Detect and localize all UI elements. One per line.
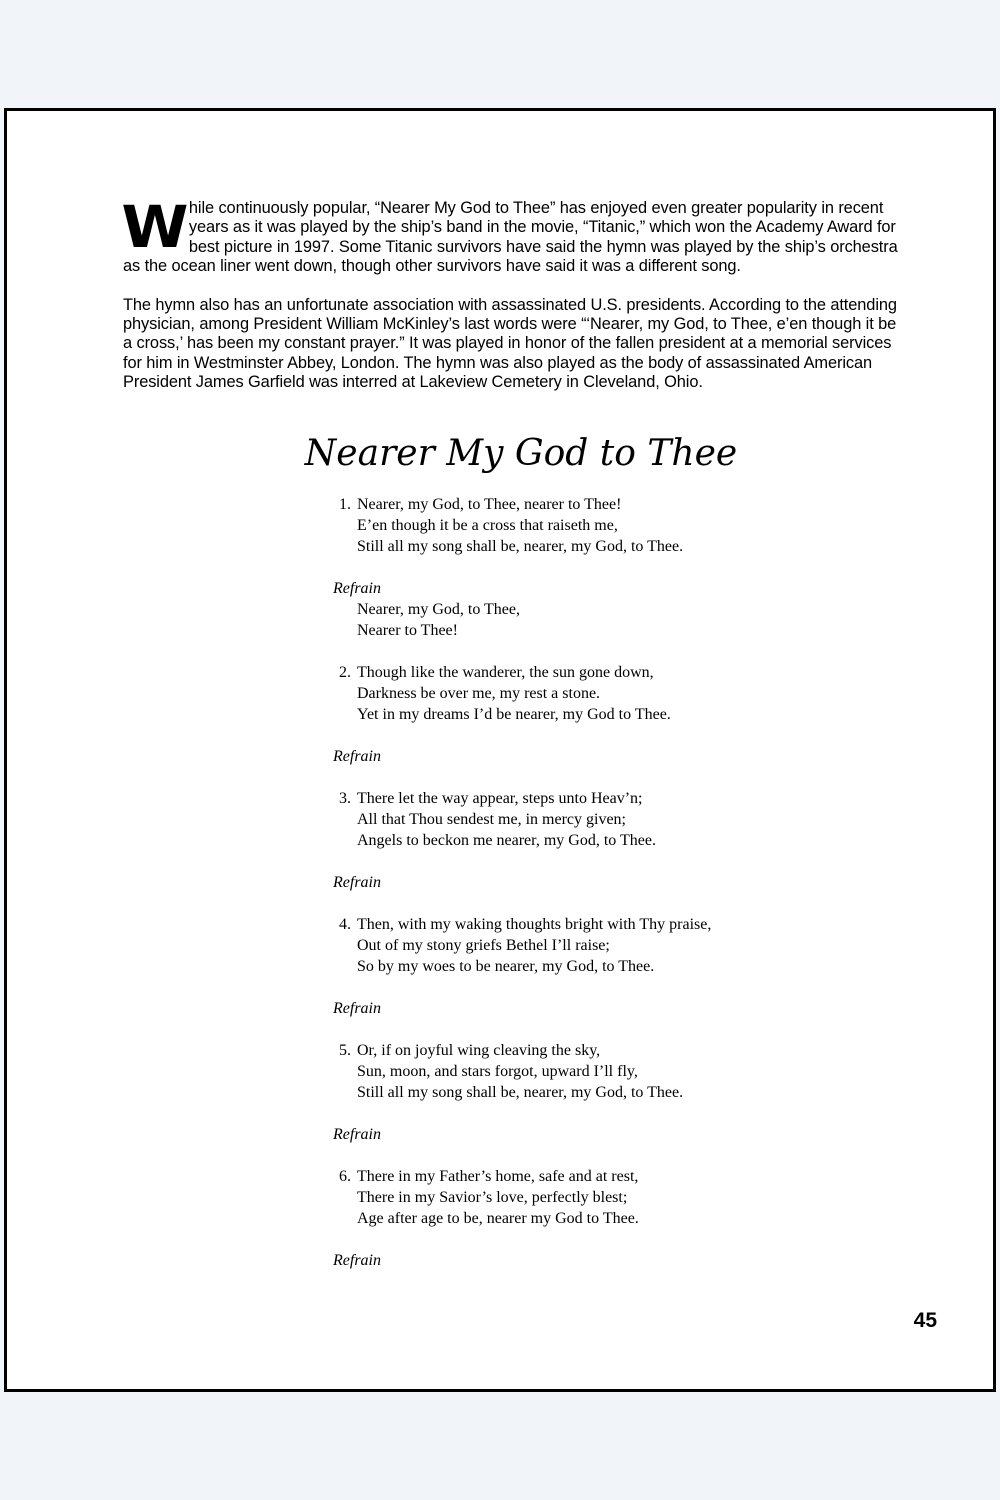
refrain	[327, 578, 887, 641]
verse-line: Still all my song shall be, nearer, my God, to Thee.	[357, 1084, 684, 1101]
verse	[327, 788, 887, 851]
intro-paragraph-2: The hymn also has an unfortunate association with assassinated U.S. presidents. According to the attending physician, among President William McKinley’s last words were “‘Nearer, my God, to Thee, e’en though it be a cross,’ has been my constant prayer.” It was played in honor of the fallen president at a memorial services for him in Westminster Abbey, London. The hymn was also played as the body of assassinated American President James Garfield was interred at Lakeview Cemetery in Cleveland, Ohio.	[123, 295, 897, 392]
refrain-label: Refrain	[333, 580, 381, 597]
refrain-line: Nearer, my God, to Thee,	[357, 601, 521, 618]
refrain-label: Refrain	[333, 1000, 381, 1017]
verse-line: There in my Savior’s love, perfectly blest;	[357, 1189, 628, 1206]
hymn-title: Nearer My God to Thee	[304, 433, 738, 474]
intro-paragraph-1	[121, 193, 907, 277]
verse-number: 4.	[339, 916, 351, 933]
refrain-label: Refrain	[333, 874, 381, 891]
verse	[327, 1040, 887, 1103]
verse-number: 3.	[339, 790, 351, 807]
hymn-body	[327, 494, 887, 1292]
refrain	[327, 1250, 887, 1271]
verse-line: Age after age to be, nearer my God to Thee.	[357, 1210, 639, 1227]
verse	[327, 1166, 887, 1229]
verse-lines	[357, 914, 887, 977]
verse-line: Out of my stony griefs Bethel I’ll raise;	[357, 937, 610, 954]
refrain-label: Refrain	[333, 1126, 381, 1143]
verse-line: Yet in my dreams I’d be nearer, my God to Thee.	[357, 706, 671, 723]
refrain-label: Refrain	[333, 748, 381, 765]
page-number: 45	[913, 1309, 937, 1332]
verse-number: 5.	[339, 1042, 351, 1059]
verse-number: 6.	[339, 1168, 351, 1185]
verse-line: Sun, moon, and stars forgot, upward I’ll fly,	[357, 1063, 638, 1080]
verse-line: There let the way appear, steps unto Heav’n;	[357, 790, 643, 807]
verse-line: Darkness be over me, my rest a stone.	[357, 685, 601, 702]
verse-line: Still all my song shall be, nearer, my God, to Thee.	[357, 538, 684, 555]
verse	[327, 662, 887, 725]
verse-lines	[357, 1166, 887, 1229]
verse-line: Angels to beckon me nearer, my God, to Thee.	[357, 832, 656, 849]
verse-line: Then, with my waking thoughts bright with Thy praise,	[357, 916, 712, 933]
refrain-lines	[327, 599, 887, 641]
verse-line: Nearer, my God, to Thee, nearer to Thee!	[357, 496, 622, 513]
refrain	[327, 1124, 887, 1145]
verse-number: 2.	[339, 664, 351, 681]
verse-line: There in my Father’s home, safe and at rest,	[357, 1168, 639, 1185]
verse-number: 1.	[339, 496, 351, 513]
verse-line: All that Thou sendest me, in mercy given;	[357, 811, 626, 828]
verse	[327, 914, 887, 977]
verse-line: So by my woes to be nearer, my God, to Thee.	[357, 958, 655, 975]
verse-lines	[357, 1040, 887, 1103]
dropcap: W	[121, 193, 189, 261]
verse	[327, 494, 887, 557]
verse-lines	[357, 494, 887, 557]
verse-line: Though like the wanderer, the sun gone down,	[357, 664, 654, 681]
refrain	[327, 998, 887, 1019]
refrain-label: Refrain	[333, 1252, 381, 1269]
refrain	[327, 872, 887, 893]
page-frame	[4, 108, 996, 1392]
verse-lines	[357, 662, 887, 725]
refrain-line: Nearer to Thee!	[357, 622, 458, 639]
refrain	[327, 746, 887, 767]
verse-line: Or, if on joyful wing cleaving the sky,	[357, 1042, 601, 1059]
verse-line: E’en though it be a cross that raiseth me,	[357, 517, 618, 534]
intro-text	[121, 193, 907, 412]
intro-paragraph-1-text: hile continuously popular, “Nearer My God to Thee” has enjoyed even greater popularity in recent years as it was played by the ship’s band in the movie, “Titanic,” which won the Academy Award for best picture in 1997. Some Titanic survivors have said the hymn was played by the ship’s orchestra as the ocean liner went down, though other survivors have said it was a different song.	[123, 199, 898, 276]
verse-lines	[357, 788, 887, 851]
